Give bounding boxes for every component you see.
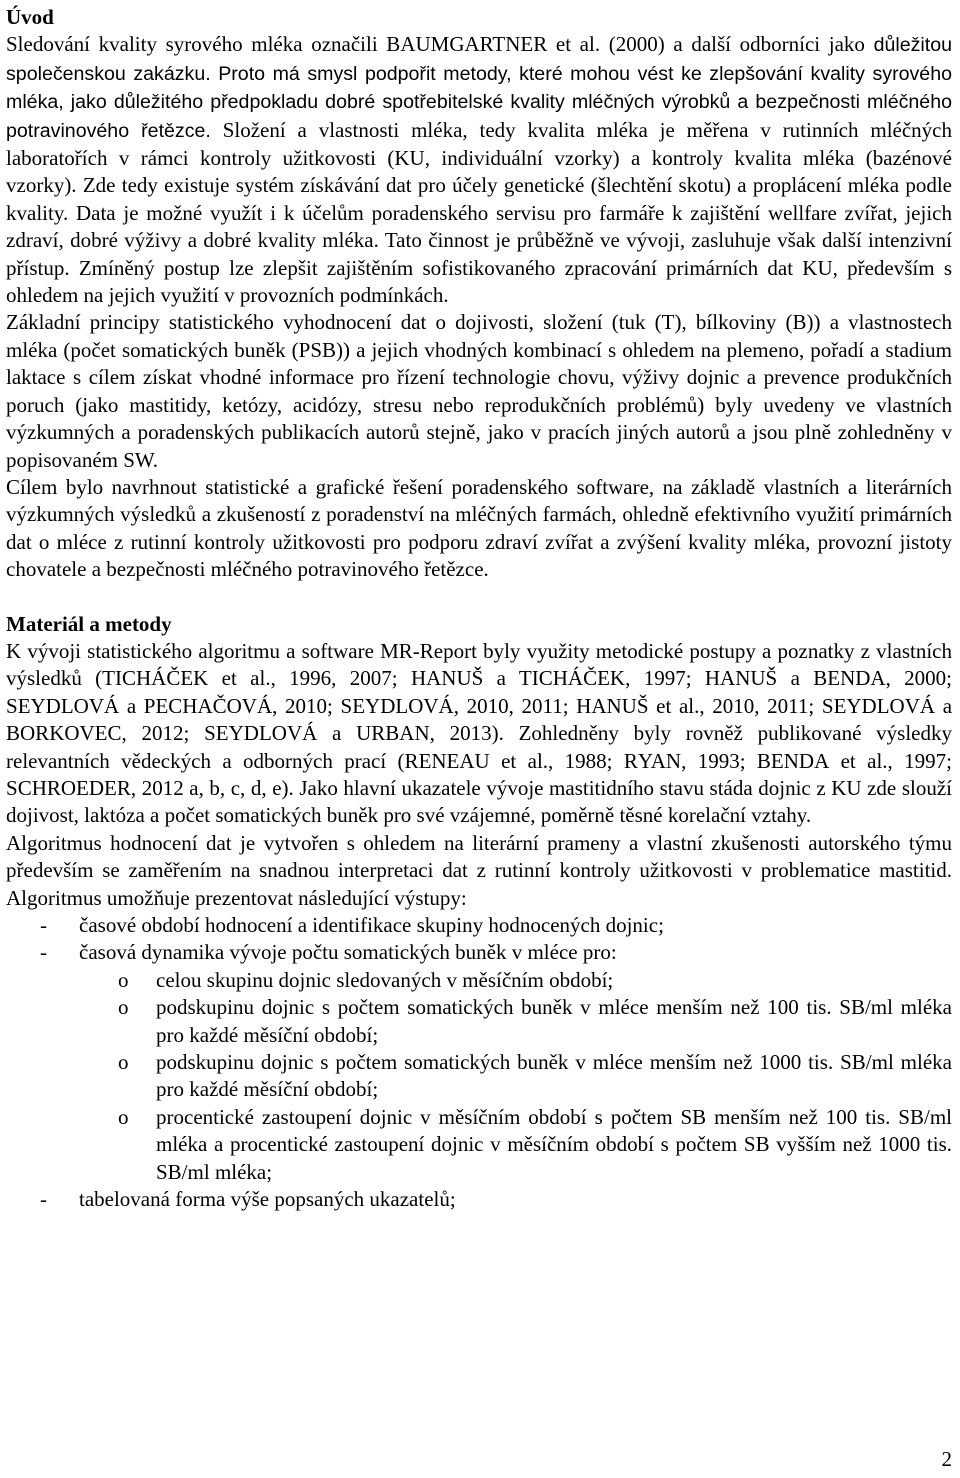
methods-paragraph-2: Algoritmus hodnocení dat je vytvořen s ohledem na literární prameny a vlastní zkušenosti autorského týmu především se zaměřením na snadnou interpretaci dat z rutinní kontroly užitkovosti v problematice mastitid. Algoritmus umožňuje prezentovat následující výstupy: xyxy=(6,830,952,910)
list-item-text: časové období hodnocení a identifikace skupiny hodnocených dojnic; xyxy=(79,913,664,937)
text-run: a U xyxy=(317,721,372,746)
text-run: K vývoji statistického algoritmu a software MR-Report byly využity metodické postupy a poznatky z vlastních výsledků (T xyxy=(6,638,952,691)
sublist-item xyxy=(6,967,952,994)
dash-bullet: - xyxy=(40,913,47,937)
outputs-sublist xyxy=(79,967,952,1186)
text-run: et al., 1988; R xyxy=(489,748,638,773)
author-name: AUMGARTNER xyxy=(400,32,548,57)
text-run: et al., 1996, 2007; H xyxy=(208,666,427,691)
sublist-item-text: podskupinu dojnic s počtem somatických buněk v mléce menším než 100 tis. SB/ml mléka pro každé měsíční období; xyxy=(156,995,952,1047)
text-run: , 2012; S xyxy=(121,721,216,746)
text-run: , 1997; H xyxy=(625,666,721,691)
sublist-item-text: podskupinu dojnic s počtem somatických buněk v mléce menším než 1000 tis. SB/ml mléka pro každé měsíční období; xyxy=(156,1050,952,1102)
author-name: ANUŠ xyxy=(720,666,778,691)
author-name: RBAN xyxy=(371,721,430,746)
sublist-item xyxy=(6,1049,952,1104)
author-name: YAN xyxy=(637,748,682,773)
intro-paragraph-3: Cílem bylo navrhnout statistické a grafické řešení poradenského software, na základě vlastních a literárních výzkumných výsledků a zkušeností z poradenství na mléčných farmách, ohledně efektivního využití primárních dat o mléce z rutinní kontroly užitkovosti pro podporu zdraví zvířat a zvýšení kvality mléka, provozní jistoty chovatele a bezpečnosti mléčného potravinového řetězce. xyxy=(6,474,952,582)
dash-bullet: - xyxy=(40,1187,47,1212)
list-item xyxy=(6,939,952,1186)
methods-paragraph-1 xyxy=(6,638,952,830)
text-run: et al., 1997; S xyxy=(6,748,953,800)
text-run: , 1993; B xyxy=(681,748,771,773)
author-name: ICHÁČEK xyxy=(531,666,626,691)
intro-heading: Úvod xyxy=(6,5,54,29)
text-run: a P xyxy=(119,693,156,718)
author-name: CHROEDER xyxy=(17,775,131,800)
sublist-item xyxy=(6,994,952,1049)
sublist-item-text: procentické zastoupení dojnic v měsíčním období s počtem SB menším než 100 tis. SB/ml mléka a procentické zastoupení dojnic v měsíčním období s počtem SB vyšším než 1000 tis. SB/ml mléka; xyxy=(156,1104,952,1184)
text-run: a T xyxy=(483,666,532,691)
author-name: EYDLOVÁ xyxy=(833,693,936,718)
text-run: et al. (2000) a další odborníci jako xyxy=(547,32,874,57)
dash-bullet: - xyxy=(40,940,47,965)
circle-bullet: o xyxy=(118,1104,129,1129)
sublist-item xyxy=(6,1104,952,1186)
text-run: Zde tedy existuje systém získávání dat pro účely genetické (šlechtění skotu) a proplácení mléka podle kvality. Data je možné využít i k účelům poradenského servisu pro farmáře k zajištění wellfare zvířat, jejich zdraví, dobré výživy a dobré kvality mléka. xyxy=(6,173,952,253)
methods-heading: Materiál a metody xyxy=(6,611,172,636)
circle-bullet: o xyxy=(118,1050,129,1075)
list-item-text: časová dynamika vývoje počtu somatických buněk v mléce pro: xyxy=(79,940,617,965)
text-run: et al., 2010, 2011; S xyxy=(648,693,834,718)
intro-paragraph-2: Základní principy statistického vyhodnocení dat o dojivosti, složení (tuk (T), bílkoviny (B)) a vlastnostech mléka (počet somatických buněk (PSB)) a jejich vhodných kombinací s ohledem na plemeno, pořadí a stadium laktace s cílem získat vhodné informace pro řízení technologie chovu, výživy dojnic a prevence produkčních poruch (jako mastitidy, ketózy, acidózy, stresu nebo reprodukčních problémů) byly uvedeny ve vlastních výzkumných a poradenských publikacích autorů stejně, jako v pracích jiných autorů a jsou plně zohledněny v popisovaném SW. xyxy=(6,310,952,472)
author-name: ENEAU xyxy=(418,748,490,773)
text-run: , 2013). Zohledněny byly rovněž publikované výsledky relevantních vědeckých a odborných prací (R xyxy=(6,721,953,773)
section-spacer xyxy=(6,584,952,611)
text-run: Tato činnost je průběžně ve vývoji, zasluhuje však další intenzivní přístup. xyxy=(6,228,952,280)
circle-bullet: o xyxy=(118,995,129,1020)
sublist-item-text: celou skupinu dojnic sledovaných v měsíčním období; xyxy=(156,967,614,992)
author-name: ANUŠ xyxy=(426,666,484,691)
text-run: Zmíněný postup lze zlepšit zajištěním sofistikovaného zpracování primárních dat KU, především s ohledem na jejich využití v provozních podmínkách. xyxy=(6,255,952,308)
text-run: , 2012 a, b, c, d, e). Jako hlavní ukazatele vývoje mastitidního stavu stáda dojnic z KU zde slouží dojivost, laktóza a počet somatických buněk pro své vzájemné, poměrně těsné korelační vztahy. xyxy=(6,775,952,828)
author-name: ENDA xyxy=(770,748,830,773)
author-name: ECHAČOVÁ xyxy=(155,693,273,718)
text-run: , 2000; S xyxy=(6,666,953,718)
author-name: ANUŠ xyxy=(591,693,649,718)
text-run: , 2010; S xyxy=(272,693,353,718)
text-run: Sledování kvality syrového mléka označili B xyxy=(6,32,401,57)
outputs-list xyxy=(6,912,952,1213)
author-name: EYDLOVÁ xyxy=(215,721,318,746)
author-name: ORKOVEC xyxy=(20,721,122,746)
list-item xyxy=(6,1186,952,1213)
author-name: ICHÁČEK xyxy=(115,666,209,691)
circle-bullet: o xyxy=(118,967,129,992)
page-number: 2 xyxy=(941,1447,952,1471)
list-item-text: tabelovaná forma výše popsaných ukazatelů; xyxy=(79,1187,456,1212)
intro-paragraph-1 xyxy=(6,31,952,309)
text-run-sans: důležitou společenskou zakázku. Proto má smysl podpořit metody, které mohou vést ke zlepšování kvality syrového mléka, jako důležitého předpokladu dobré spotřebitelské kvality mléčných výrobků a bezpečnosti mléčného potravinového řetězce. xyxy=(6,34,952,142)
author-name: EYDLOVÁ xyxy=(17,693,120,718)
text-run: a B xyxy=(777,666,828,691)
text-run: Složení a vlastnosti mléka, tedy kvalita mléka je měřena v rutinních mléčných laboratořích v rámci kontroly užitkovosti (KU, individuální vzorky) a kontroly kvalita mléka (bazénové vzorky). xyxy=(6,117,952,198)
text-run: , 2010, 2011; H xyxy=(453,693,592,718)
list-item xyxy=(6,912,952,939)
text-run: a B xyxy=(6,693,953,746)
document-page xyxy=(6,4,952,1213)
author-name: ENDA xyxy=(827,666,886,691)
author-name: EYDLOVÁ xyxy=(352,693,454,718)
